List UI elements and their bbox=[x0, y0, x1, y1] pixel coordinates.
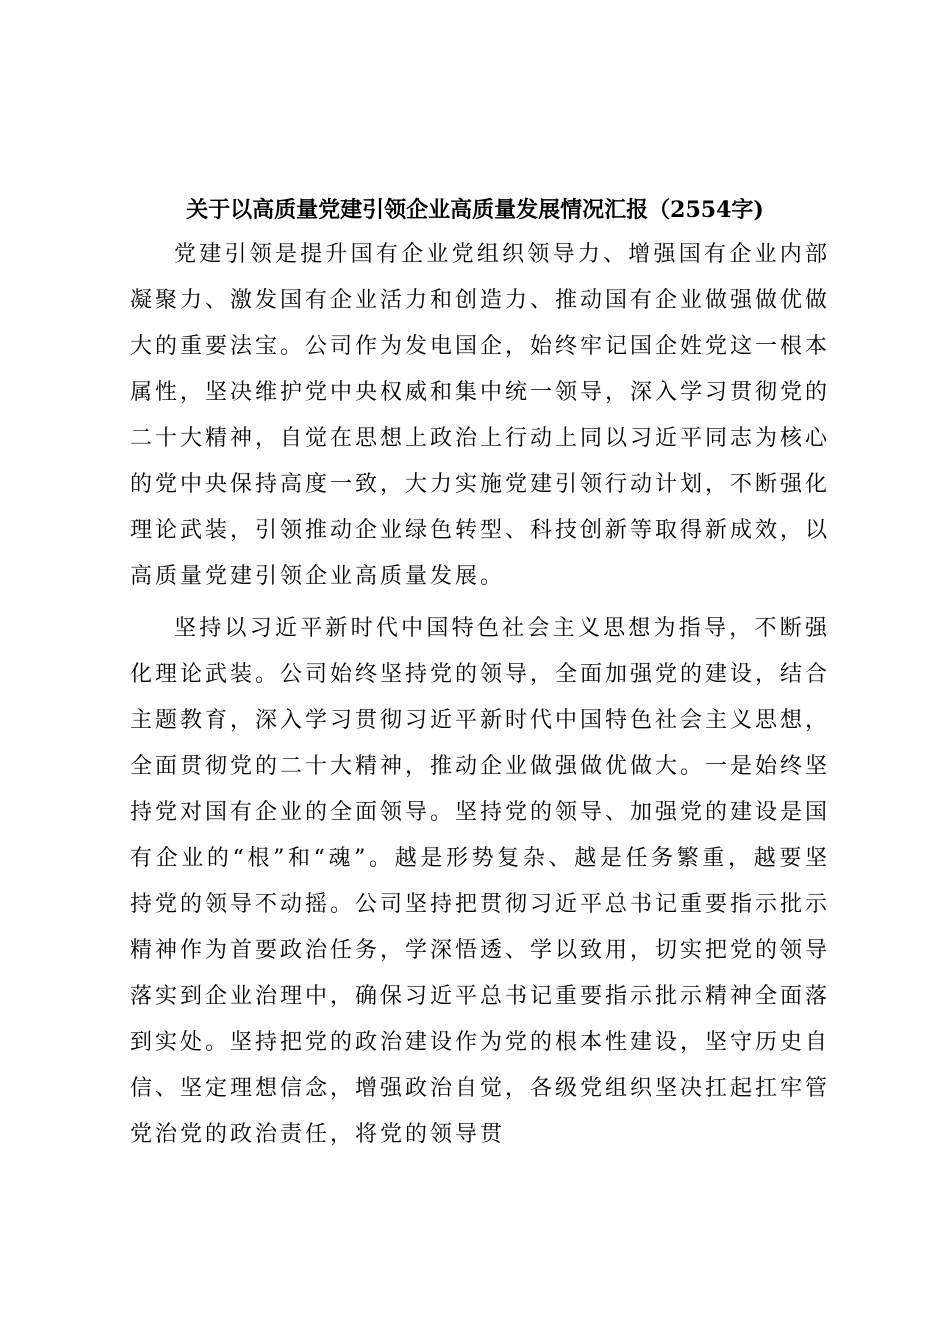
document-title: 关于以高质量党建引领企业高质量发展情况汇报（2554字) bbox=[186, 197, 764, 223]
paragraph-1: 党建引领是提升国有企业党组织领导力、增强国有企业内部凝聚力、激发国有企业活力和创造力、推动国有企业做强做优做大的重要法宝。公司作为发电国企，始终牢记国企姓党这一根本属性，坚决维护党中央权威和集中统一领导，深入学习贯彻党的二十大精神，自觉在思想上政治上行动上同以习近平同志为核心的党中央保持高度一致，大力实施党建引领行动计划，不断强化理论武装，引领推动企业绿色转型、科技创新等取得新成效，以高质量党建引领企业高质量发展。 bbox=[130, 242, 831, 589]
document-body bbox=[130, 232, 830, 1158]
paragraph-2: 坚持以习近平新时代中国特色社会主义思想为指导，不断强化理论武装。公司始终坚持党的领导，全面加强党的建设，结合主题教育，深入学习贯彻习近平新时代中国特色社会主义思想，全面贯彻党的二十大精神，推动企业做强做优做大。一是始终坚持党对国有企业的全面领导。坚持党的领导、加强党的建设是国有企业的“根”和“魂”。越是形势复杂、越是任务繁重，越要坚持党的领导不动摇。公司坚持把贯彻习近平总书记重要指示批示精神作为首要政治任务，学深悟透、学以致用，切实把党的领导落实到企业治理中，确保习近平总书记重要指示批示精神全面落到实处。坚持把党的政治建设作为党的根本性建设，坚守历史自信、坚定理想信念，增强政治自觉，各级党组织坚决扛起扛牢管党治党的政治责任，将党的领导贯 bbox=[130, 616, 831, 1147]
